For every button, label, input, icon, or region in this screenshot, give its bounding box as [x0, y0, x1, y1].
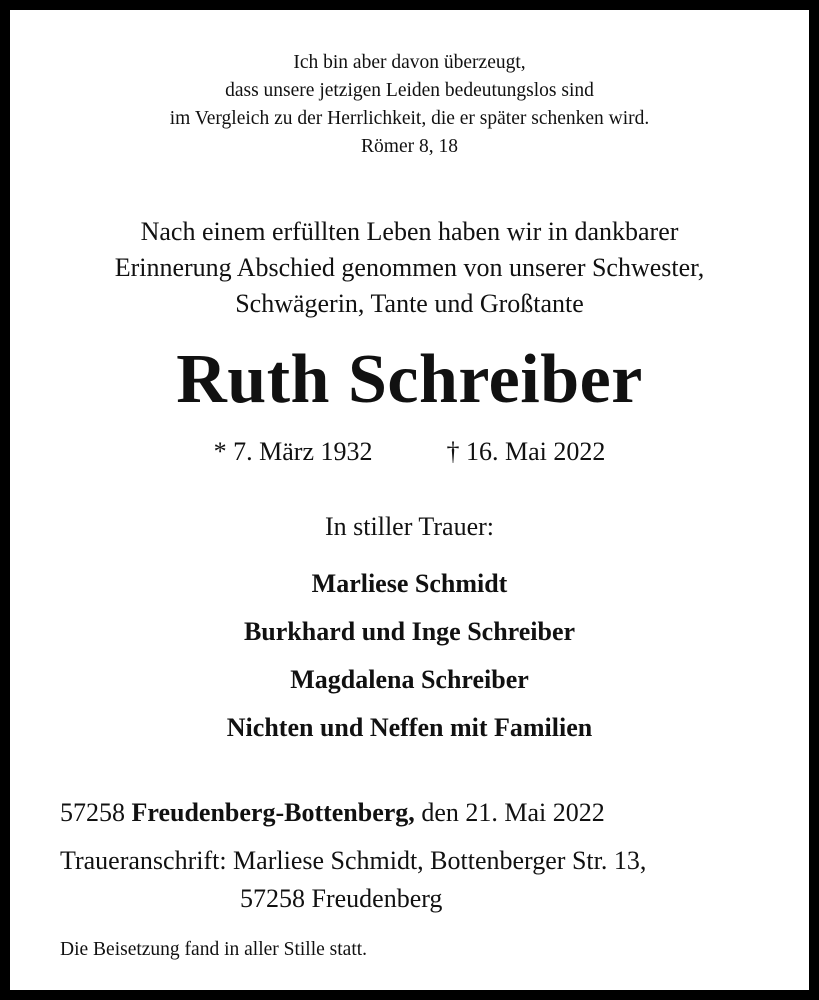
place-and-date	[60, 795, 605, 831]
bible-verse	[10, 49, 809, 161]
mourner-name: Marliese Schmidt	[311, 569, 508, 598]
death-date: † 16. Mai 2022	[446, 437, 606, 466]
birth-date: * 7. März 1932	[213, 437, 373, 466]
notice-date: den 21. Mai 2022	[421, 798, 605, 827]
verse-line: dass unsere jetzigen Leiden bedeutungslos sind	[225, 80, 594, 101]
mourner-name: Magdalena Schreiber	[290, 665, 529, 694]
mourners-list	[10, 560, 809, 752]
verse-line: Ich bin aber davon überzeugt,	[293, 52, 526, 73]
life-dates	[10, 434, 809, 470]
intro-text	[10, 214, 809, 322]
intro-line: Nach einem erfüllten Leben haben wir in dankbarer	[140, 217, 679, 246]
verse-line: im Vergleich zu der Herrlichkeit, die er später schenken wird.	[169, 108, 650, 129]
mourning-heading: In stiller Trauer:	[325, 512, 494, 541]
mourner-name: Nichten und Neffen mit Familien	[226, 713, 593, 742]
burial-note: Die Beisetzung fand in aller Stille statt.	[60, 939, 368, 960]
intro-line: Schwägerin, Tante und Großtante	[235, 289, 584, 318]
postcode: 57258	[60, 798, 125, 827]
verse-reference: Römer 8, 18	[361, 136, 458, 157]
mourning-address-city: 57258 Freudenberg	[240, 884, 443, 913]
town: Freudenberg-Bottenberg,	[131, 798, 415, 827]
mourner-name: Burkhard und Inge Schreiber	[243, 617, 576, 646]
mourning-address: Traueranschrift: Marliese Schmidt, Bottenberger Str. 13,	[60, 846, 647, 875]
intro-line: Erinnerung Abschied genommen von unserer Schwester,	[114, 253, 705, 282]
deceased-name: Ruth Schreiber	[176, 341, 643, 418]
